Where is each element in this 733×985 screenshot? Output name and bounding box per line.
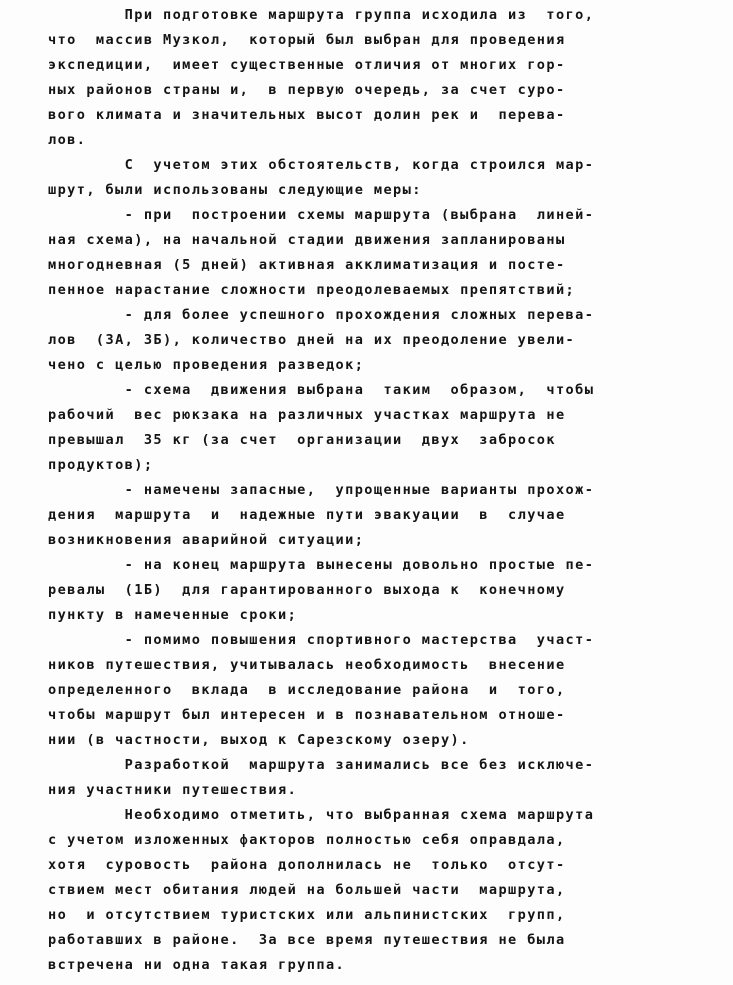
text-line: - намечены запасные, упрощенные варианты прохож- <box>48 482 595 498</box>
text-line: определенного вклада в исследование района и того, <box>48 682 566 698</box>
text-line: ствием мест обитания людей на большей части маршрута, <box>48 882 566 898</box>
text-line: ная схема), на начальной стадии движения запланированы <box>48 232 566 248</box>
text-line: ния участники путешествия. <box>48 782 298 798</box>
text-line: с учетом изложенных факторов полностью себя оправдала, <box>48 832 566 848</box>
text-line: ревалы (1Б) для гарантированного выхода к конечному <box>48 582 566 598</box>
text-line: нии (в частности, выход к Сарезскому озеру). <box>48 732 470 748</box>
text-line: многодневная (5 дней) активная акклиматизация и посте- <box>48 257 566 273</box>
text-line: С учетом этих обстоятельств, когда строился мар- <box>48 157 595 173</box>
text-line: пенное нарастание сложности преодолеваемых препятствий; <box>48 282 576 298</box>
text-line: Необходимо отметить, что выбранная схема маршрута <box>48 807 595 823</box>
text-line: - помимо повышения спортивного мастерства участ- <box>48 632 595 648</box>
text-line: экспедиции, имеет существенные отличия от многих гор- <box>48 57 566 73</box>
text-line: возникновения аварийной ситуации; <box>48 532 365 548</box>
text-line: При подготовке маршрута группа исходила из того, <box>48 7 595 23</box>
text-line: превышал 35 кг (за счет организации двух забросок <box>48 432 556 448</box>
text-line: хотя суровость района дополнилась не только отсут- <box>48 857 566 873</box>
text-line: ных районов страны и, в первую очередь, за счет суро- <box>48 82 566 98</box>
text-line: дения маршрута и надежные пути эвакуации в случае <box>48 507 566 523</box>
text-line: Разработкой маршрута занимались все без исключе- <box>48 757 595 773</box>
text-line: лов (3А, 3Б), количество дней на их преодоление увели- <box>48 332 576 348</box>
text-line: чтобы маршрут был интересен и в познавательном отноше- <box>48 707 566 723</box>
text-line: но и отсутствием туристских или альпинистских групп, <box>48 907 566 923</box>
text-line: ников путешествия, учитывалась необходимость внесение <box>48 657 566 673</box>
text-line: шрут, были использованы следующие меры: <box>48 182 422 198</box>
text-line: чено с целью проведения разведок; <box>48 357 365 373</box>
text-line: продуктов); <box>48 457 154 473</box>
text-line: - для более успешного прохождения сложных перева- <box>48 307 595 323</box>
text-line: - схема движения выбрана таким образом, чтобы <box>48 382 595 398</box>
text-line: работавших в районе. За все время путешествия не была <box>48 932 566 948</box>
text-line: рабочий вес рюкзака на различных участках маршрута не <box>48 407 566 423</box>
text-line: - на конец маршрута вынесены довольно простые пе- <box>48 557 595 573</box>
text-line: вого климата и значительных высот долин рек и перева- <box>48 107 566 123</box>
text-line: что массив Музкол, который был выбран для проведения <box>48 32 566 48</box>
text-line: пункту в намеченные сроки; <box>48 607 298 623</box>
text-line: - при построении схемы маршрута (выбрана линей- <box>48 207 595 223</box>
text-line: встречена ни одна такая группа. <box>48 957 346 973</box>
text-line: лов. <box>48 132 87 148</box>
